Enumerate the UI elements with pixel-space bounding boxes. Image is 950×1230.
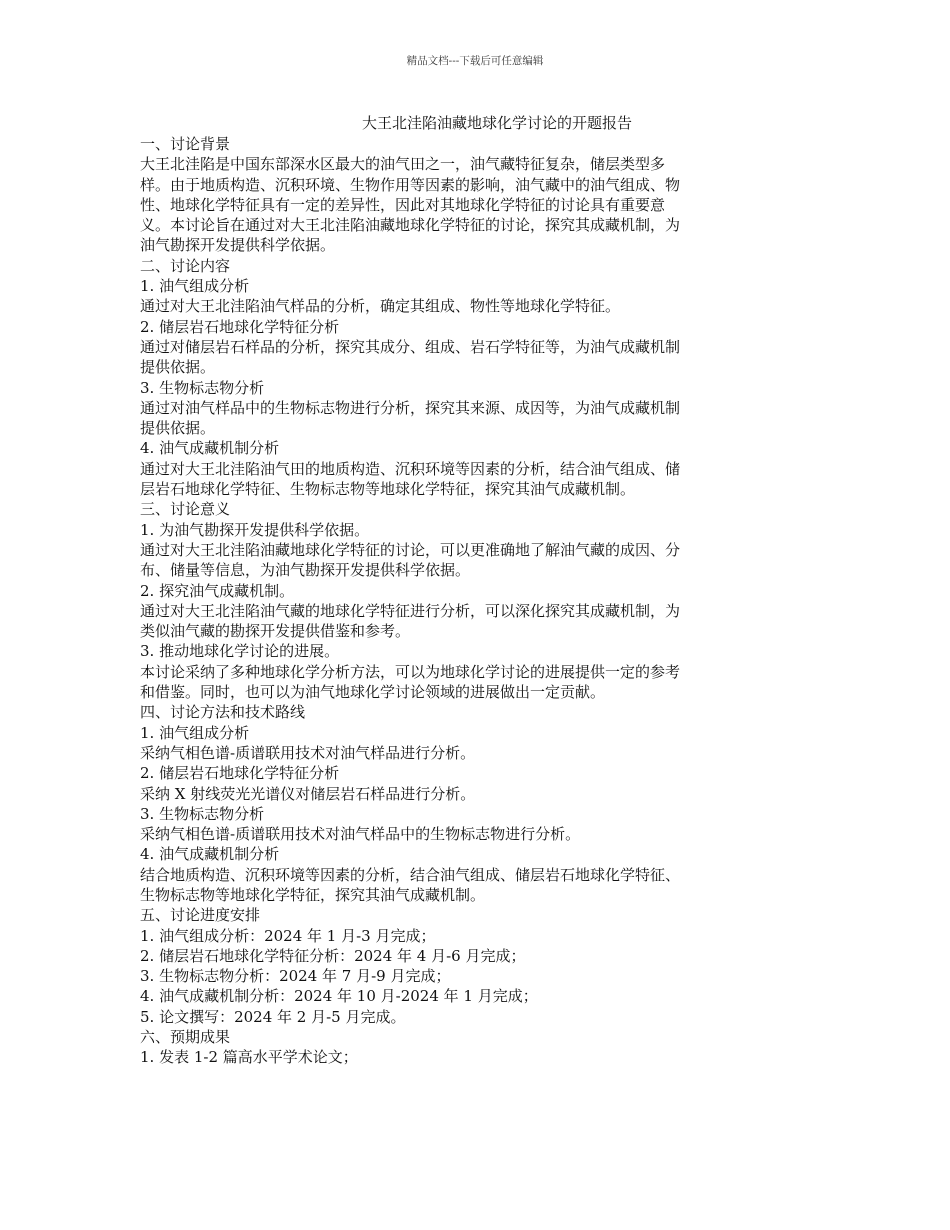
- text-line: 3. 生物标志物分析：2024 年 7 月-9 月完成；: [140, 967, 451, 986]
- text-line: 通过对大王北洼陷油气田的地质构造、沉积环境等因素的分析，结合油气组成、储: [140, 459, 681, 478]
- text-line: 1. 油气组成分析：2024 年 1 月-3 月完成；: [140, 926, 436, 945]
- text-line: 三、讨论意义: [140, 500, 231, 519]
- text-line: 2. 储层岩石地球化学特征分析: [140, 317, 340, 336]
- text-line: 层岩石地球化学特征、生物标志物等地球化学特征，探究其油气成藏机制。: [140, 480, 636, 499]
- text-line: 一、讨论背景: [140, 135, 231, 153]
- text-line: 布、储量等信息，为油气勘探开发提供科学依据。: [140, 561, 471, 580]
- text-line: 大王北洼陷是中国东部深水区最大的油气田之一，油气藏特征复杂，储层类型多: [140, 155, 666, 174]
- text-line: 1. 为油气勘探开发提供科学依据。: [140, 520, 370, 539]
- text-line: 义。本讨论旨在通过对大王北洼陷油藏地球化学特征的讨论，探究其成藏机制，为: [140, 216, 681, 235]
- text-line: 通过对储层岩石样品的分析，探究其成分、组成、岩石学特征等，为油气成藏机制: [140, 337, 681, 356]
- text-line: 二、讨论内容: [140, 256, 231, 275]
- text-line: 性、地球化学特征具有一定的差异性，因此对其地球化学特征的讨论具有重要意: [140, 195, 666, 214]
- text-line: 1. 发表 1-2 篇高水平学术论文；: [140, 1048, 358, 1067]
- document-title: 大王北洼陷油藏地球化学讨论的开题报告: [362, 114, 633, 132]
- text-line: 提供依据。: [140, 358, 216, 377]
- text-line: 4. 油气成藏机制分析: [140, 845, 280, 864]
- text-line: 通过对大王北洼陷油藏地球化学特征的讨论，可以更准确地了解油气藏的成因、分: [140, 540, 681, 559]
- text-line: 2. 探究油气成藏机制。: [140, 581, 295, 600]
- text-line: 五、讨论进度安排: [140, 906, 261, 925]
- text-line: 采纳 X 射线荧光光谱仪对储层岩石样品进行分析。: [140, 784, 476, 803]
- text-line: 油气勘探开发提供科学依据。: [140, 236, 336, 255]
- document-body: [140, 113, 820, 1068]
- text-line: 六、预期成果: [140, 1028, 231, 1047]
- text-line: 提供依据。: [140, 419, 216, 438]
- text-line: 样。由于地质构造、沉积环境、生物作用等因素的影响，油气藏中的油气组成、物: [140, 175, 681, 194]
- page-header: 精品文档---下载后可任意编辑: [406, 55, 544, 67]
- text-line: 4. 油气成藏机制分析: [140, 439, 280, 458]
- text-line: 结合地质构造、沉积环境等因素的分析，结合油气组成、储层岩石地球化学特征、: [140, 865, 681, 884]
- text-line: 4. 油气成藏机制分析：2024 年 10 月-2024 年 1 月完成；: [140, 987, 538, 1006]
- text-line: 通过对油气样品中的生物标志物进行分析，探究其来源、成因等，为油气成藏机制: [140, 398, 681, 417]
- text-line: 3. 生物标志物分析: [140, 804, 265, 823]
- text-line: 通过对大王北洼陷油气样品的分析，确定其组成、物性等地球化学特征。: [140, 297, 621, 316]
- text-line: 3. 推动地球化学讨论的进展。: [140, 642, 340, 661]
- text-line: 采纳气相色谱-质谱联用技术对油气样品中的生物标志物进行分析。: [140, 825, 581, 844]
- text-line: 1. 油气组成分析: [140, 277, 250, 296]
- text-line: 采纳气相色谱-质谱联用技术对油气样品进行分析。: [140, 743, 476, 762]
- text-line: 生物标志物等地球化学特征，探究其油气成藏机制。: [140, 885, 486, 904]
- text-line: 通过对大王北洼陷油气藏的地球化学特征进行分析，可以深化探究其成藏机制，为: [140, 601, 681, 620]
- text-line: 本讨论采纳了多种地球化学分析方法，可以为地球化学讨论的进展提供一定的参考: [140, 662, 681, 681]
- text-line: 3. 生物标志物分析: [140, 378, 265, 397]
- text-line: 2. 储层岩石地球化学特征分析: [140, 764, 340, 783]
- text-line: 1. 油气组成分析: [140, 723, 250, 742]
- text-line: 5. 论文撰写：2024 年 2 月-5 月完成。: [140, 1007, 406, 1026]
- text-line: 类似油气藏的勘探开发提供借鉴和参考。: [140, 622, 411, 641]
- text-line: 和借鉴。同时，也可以为油气地球化学讨论领域的进展做出一定贡献。: [140, 683, 606, 702]
- text-line: 四、讨论方法和技术路线: [140, 703, 306, 722]
- document-content: [140, 134, 820, 1068]
- text-line: 2. 储层岩石地球化学特征分析：2024 年 4 月-6 月完成；: [140, 946, 526, 965]
